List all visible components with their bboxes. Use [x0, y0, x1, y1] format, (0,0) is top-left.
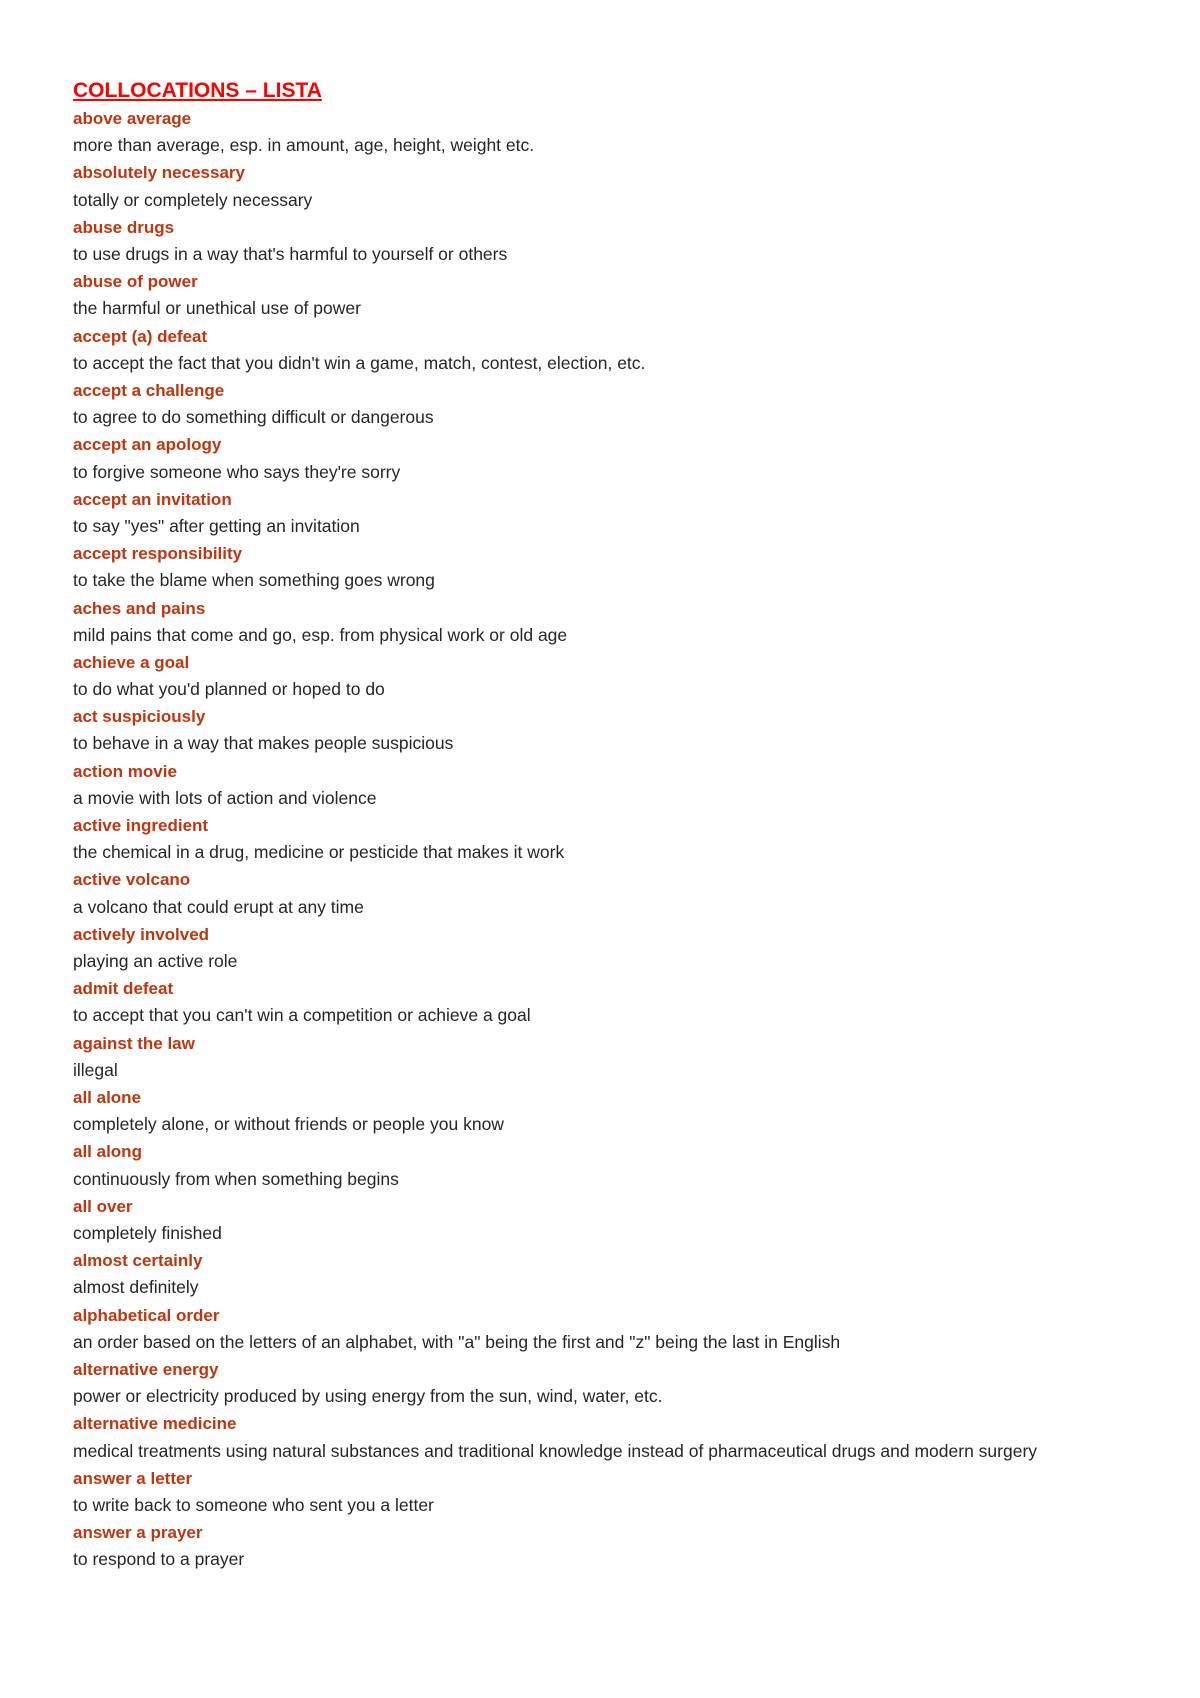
list-item	[73, 1138, 1153, 1192]
collocation-definition: completely alone, or without friends or people you know	[73, 1114, 504, 1135]
collocation-definition: to say "yes" after getting an invitation	[73, 515, 360, 536]
collocation-definition: power or electricity produced by using energy from the sun, wind, water, etc.	[73, 1386, 663, 1407]
list-item	[73, 214, 1153, 268]
list-item	[73, 595, 1153, 649]
collocation-definition: medical treatments using natural substances and traditional knowledge instead of pharmaceutical drugs and modern surgery	[73, 1440, 1038, 1461]
list-item	[73, 975, 1153, 1029]
list-item	[73, 1356, 1153, 1410]
collocation-definition: an order based on the letters of an alphabet, with "a" being the first and "z" being the last in English	[73, 1331, 841, 1352]
list-item	[73, 540, 1153, 594]
collocation-term: all along	[73, 1142, 142, 1162]
collocation-definition: to accept the fact that you didn't win a game, match, contest, election, etc.	[73, 352, 646, 373]
list-item	[73, 105, 1153, 159]
page-title: COLLOCATIONS – LISTA	[73, 79, 322, 102]
list-item	[73, 1030, 1153, 1084]
list-item	[73, 1302, 1153, 1356]
collocation-term: alphabetical order	[73, 1305, 220, 1325]
collocation-term: accept responsibility	[73, 544, 243, 564]
collocation-term: accept (a) defeat	[73, 326, 208, 346]
list-item	[73, 486, 1153, 540]
list-item	[73, 703, 1153, 757]
collocation-definition: completely finished	[73, 1223, 222, 1243]
collocation-list	[73, 105, 1153, 1574]
collocation-term: almost certainly	[73, 1251, 203, 1271]
collocation-term: answer a letter	[73, 1468, 193, 1488]
list-item	[73, 1084, 1153, 1138]
collocation-definition: a movie with lots of action and violence	[73, 787, 377, 808]
collocation-term: achieve a goal	[73, 652, 190, 672]
list-item	[73, 1247, 1153, 1301]
collocation-definition: to use drugs in a way that's harmful to yourself or others	[73, 243, 508, 264]
collocation-term: all alone	[73, 1088, 142, 1108]
collocation-term: action movie	[73, 761, 177, 781]
collocation-definition: illegal	[73, 1059, 118, 1080]
collocation-definition: to respond to a prayer	[73, 1549, 245, 1570]
collocation-definition: to accept that you can't win a competition or achieve a goal	[73, 1005, 531, 1026]
list-item	[73, 1519, 1153, 1573]
collocation-term: alternative medicine	[73, 1414, 237, 1434]
list-item	[73, 268, 1153, 322]
list-item	[73, 1465, 1153, 1519]
collocation-term: abuse of power	[73, 272, 198, 292]
list-item	[73, 377, 1153, 431]
collocation-term: abuse drugs	[73, 217, 175, 237]
collocation-term: above average	[73, 109, 192, 128]
collocation-term: active volcano	[73, 870, 191, 890]
list-item	[73, 812, 1153, 866]
collocation-definition: to do what you'd planned or hoped to do	[73, 679, 385, 700]
collocation-term: accept an invitation	[73, 489, 232, 509]
collocation-term: act suspiciously	[73, 707, 206, 727]
collocation-term: active ingredient	[73, 816, 209, 836]
list-item	[73, 1410, 1153, 1464]
collocation-definition: to write back to someone who sent you a letter	[73, 1494, 434, 1515]
collocation-term: alternative energy	[73, 1359, 219, 1379]
collocation-term: accept a challenge	[73, 380, 225, 400]
collocation-definition: to agree to do something difficult or dangerous	[73, 407, 434, 428]
collocation-term: all over	[73, 1196, 133, 1216]
collocation-term: accept an apology	[73, 435, 222, 455]
list-item	[73, 866, 1153, 920]
collocation-term: admit defeat	[73, 979, 174, 999]
collocation-term: answer a prayer	[73, 1523, 203, 1543]
collocation-definition: mild pains that come and go, esp. from physical work or old age	[73, 624, 568, 645]
list-item	[73, 758, 1153, 812]
collocation-definition: to forgive someone who says they're sorry	[73, 461, 401, 482]
list-item	[73, 1193, 1153, 1247]
document-page	[73, 76, 1153, 1574]
collocation-definition: the chemical in a drug, medicine or pesticide that makes it work	[73, 842, 565, 863]
collocation-definition: more than average, esp. in amount, age, height, weight etc.	[73, 135, 535, 156]
collocation-definition: playing an active role	[73, 951, 238, 972]
list-item	[73, 323, 1153, 377]
list-item	[73, 431, 1153, 485]
collocation-definition: a volcano that could erupt at any time	[73, 896, 364, 917]
collocation-definition: to behave in a way that makes people suspicious	[73, 733, 454, 754]
list-item	[73, 159, 1153, 213]
collocation-term: against the law	[73, 1033, 195, 1053]
collocation-definition: continuously from when something begins	[73, 1168, 399, 1189]
collocation-definition: to take the blame when something goes wrong	[73, 570, 435, 591]
list-item	[73, 921, 1153, 975]
collocation-term: actively involved	[73, 924, 210, 944]
list-item	[73, 649, 1153, 703]
collocation-definition: totally or completely necessary	[73, 189, 313, 210]
collocation-term: absolutely necessary	[73, 163, 245, 183]
collocation-term: aches and pains	[73, 598, 206, 618]
collocation-definition: the harmful or unethical use of power	[73, 298, 361, 319]
collocation-definition: almost definitely	[73, 1277, 199, 1298]
